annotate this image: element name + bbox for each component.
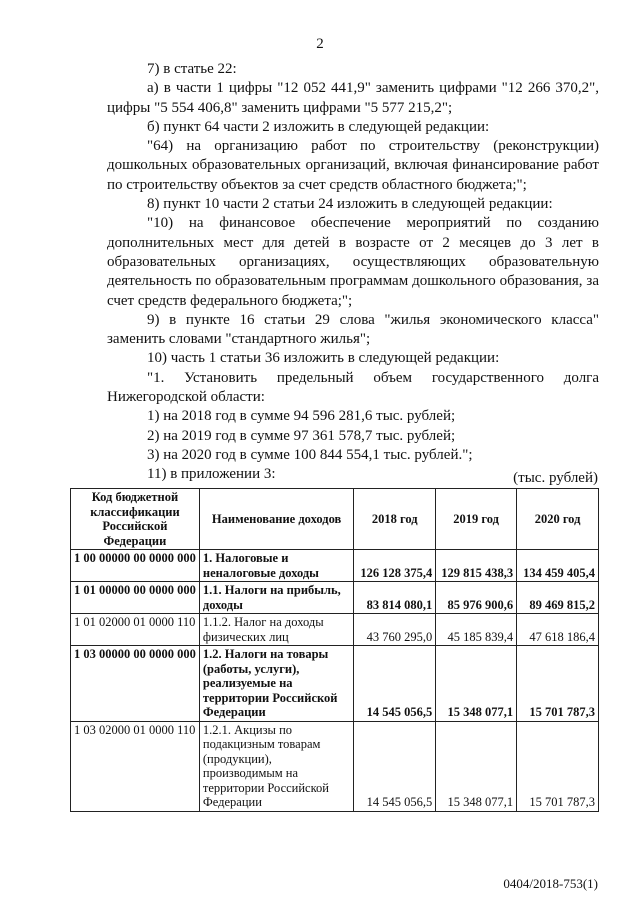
table-row	[71, 646, 599, 722]
row-value-2018: 14 545 056,5	[354, 721, 436, 811]
row-code: 1 03 02000 01 0000 110	[71, 721, 200, 811]
row-value-2020: 134 459 405,4	[517, 550, 599, 582]
row-name: 1.1. Налоги на прибыль, доходы	[199, 582, 353, 614]
page-number: 2	[316, 36, 324, 52]
paragraph: 3) на 2020 год в сумме 100 844 554,1 тыс. рублей.";	[147, 446, 473, 463]
row-name: 1. Налоговые и неналоговые доходы	[199, 550, 353, 582]
paragraph: б) пункт 64 части 2 изложить в следующей редакции:	[147, 118, 490, 135]
paragraph: 7) в статье 22:	[147, 61, 237, 77]
row-value-2018: 83 814 080,1	[354, 582, 436, 614]
paragraph: "10) на финансовое обеспечение мероприятий по созданию дополнительных мест для детей в возрасте от 2 месяцев до 3 лет в образовательных организациях, осуществляющих образовательную деятельность по образовательным программам дошкольного образования, за счет средств федерального бюджета;";	[107, 215, 599, 309]
row-value-2020: 15 701 787,3	[517, 646, 599, 722]
row-value-2019: 129 815 438,3	[436, 550, 517, 582]
row-name: 1.2.1. Акцизы по подакцизным товарам (продукции), производимым на территории Российской Федерации	[199, 721, 353, 811]
row-value-2019: 15 348 077,1	[436, 646, 517, 722]
amendment-text	[107, 60, 599, 485]
row-code: 1 01 00000 00 0000 000	[71, 582, 200, 614]
header-2020: 2020 год	[517, 489, 599, 550]
row-name: 1.1.2. Налог на доходы физических лиц	[199, 614, 353, 646]
row-value-2018: 126 128 375,4	[354, 550, 436, 582]
paragraph: а) в части 1 цифры "12 052 441,9" заменить цифрами "12 266 370,2", цифры "5 554 406,8" заменить цифрами "5 577 215,2";	[107, 80, 599, 116]
paragraph: 8) пункт 10 части 2 статьи 24 изложить в следующей редакции:	[147, 196, 553, 213]
row-code: 1 01 02000 01 0000 110	[71, 614, 200, 646]
paragraph: 9) в пункте 16 статьи 29 слова "жилья экономического класса" заменить словами "стандартного жилья";	[107, 311, 599, 348]
row-code: 1 03 00000 00 0000 000	[71, 646, 200, 722]
row-value-2020: 47 618 186,4	[517, 614, 599, 646]
table-header-row	[71, 489, 599, 550]
table-row	[71, 582, 599, 614]
paragraph: "1. Установить предельный объем государственного долга Нижегородской области:	[107, 369, 599, 406]
row-value-2019: 45 185 839,4	[436, 614, 517, 646]
row-value-2020: 89 469 815,2	[517, 582, 599, 614]
row-value-2018: 14 545 056,5	[354, 646, 436, 722]
row-value-2019: 15 348 077,1	[436, 721, 517, 811]
table-row	[71, 550, 599, 582]
header-name: Наименование доходов	[199, 489, 353, 550]
document-code: 0404/2018-753(1)	[503, 876, 598, 891]
header-2018: 2018 год	[354, 489, 436, 550]
units-label: (тыс. рублей)	[513, 470, 598, 486]
table-row	[71, 614, 599, 646]
row-value-2018: 43 760 295,0	[354, 614, 436, 646]
row-value-2020: 15 701 787,3	[517, 721, 599, 811]
paragraph: 10) часть 1 статьи 36 изложить в следующей редакции:	[147, 350, 500, 367]
paragraph: "64) на организацию работ по строительству (реконструкции) дошкольных образовательных организаций, включая финансирование работ по строительству объектов за счет средств областного бюджета;";	[107, 138, 599, 193]
header-2019: 2019 год	[436, 489, 517, 550]
row-name: 1.2. Налоги на товары (работы, услуги), реализуемые на территории Российской Федерации	[199, 646, 353, 722]
header-code: Код бюджетной классификации Российской Федерации	[71, 489, 200, 550]
paragraph: 2) на 2019 год в сумме 97 361 578,7 тыс. рублей;	[147, 427, 456, 444]
paragraph: 1) на 2018 год в сумме 94 596 281,6 тыс. рублей;	[147, 408, 456, 425]
table-row	[71, 721, 599, 811]
revenue-table	[70, 488, 599, 812]
row-code: 1 00 00000 00 0000 000	[71, 550, 200, 582]
row-value-2019: 85 976 900,6	[436, 582, 517, 614]
paragraph: 11) в приложении 3:	[147, 466, 276, 483]
